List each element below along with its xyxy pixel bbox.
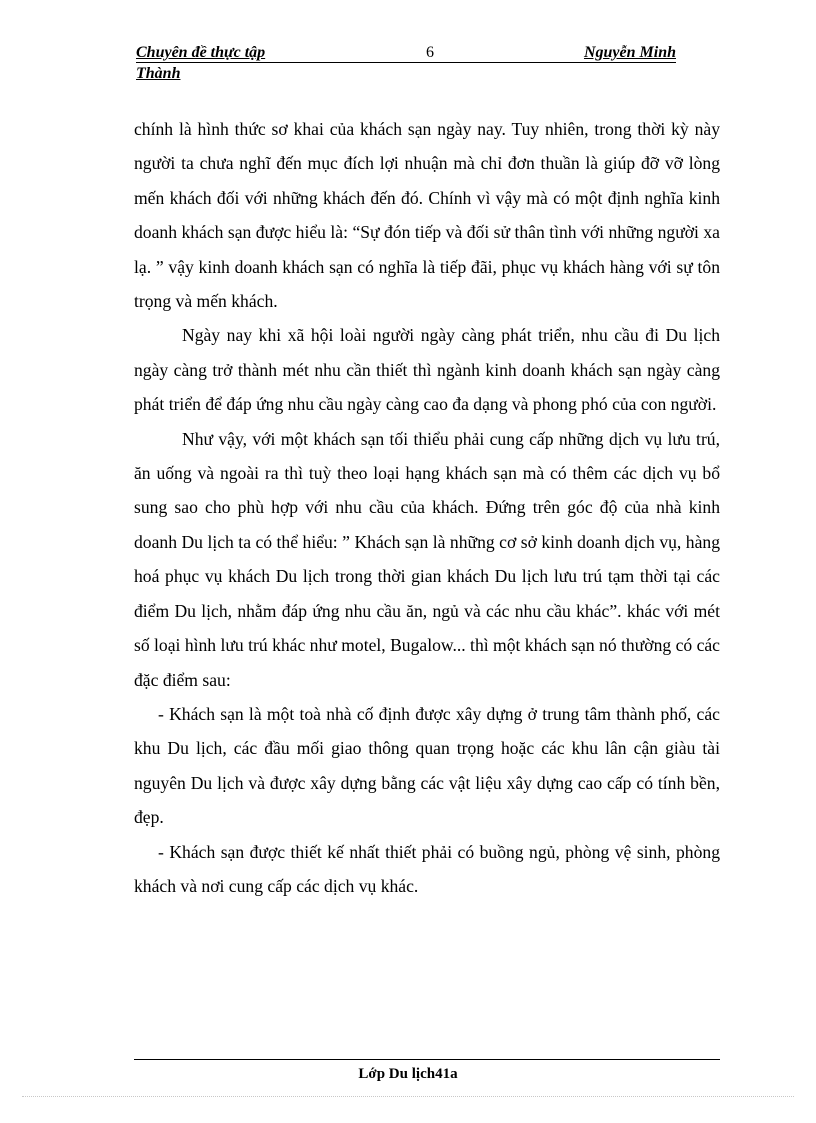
footer-class-label: Lớp Du lịch41a: [358, 1066, 458, 1082]
page-bottom-edge: [22, 1096, 794, 1097]
document-body: [134, 112, 720, 903]
bullet-item-2: - Khách sạn được thiết kế nhất thiết phải có buồng ngủ, phòng vệ sinh, phòng khách và nơi cung cấp các dịch vụ khác.: [134, 841, 720, 896]
header-author-continued: Thành: [136, 65, 181, 82]
paragraph-3: Như vậy, với một khách sạn tối thiểu phải cung cấp những dịch vụ lưu trú, ăn uống và ngoài ra thì tuỳ theo loại hạng khách sạn mà có thêm các dịch vụ bổ sung sao cho phù hợp với nhu cầu của khách. Đứng trên góc độ của nhà kinh doanh Du lịch ta có thể hiểu: ” Khách sạn là những cơ sở kinh doanh dịch vụ, hàng hoá phục vụ khách Du lịch trong thời gian khách Du lịch lưu trú tạm thời tại các điểm Du lịch, nhằm đáp ứng nhu cầu ăn, ngủ và các nhu cầu khác”. khác với mét số loại hình lưu trú khác như motel, Bugalow... thì một khách sạn nó thường có các đặc điểm sau:: [134, 428, 720, 690]
page-number: 6: [426, 44, 434, 61]
bullet-item-1: - Khách sạn là một toà nhà cố định được xây dựng ở trung tâm thành phố, các khu Du lịch, các đầu mối giao thông quan trọng hoặc các khu lân cận giàu tài nguyên Du lịch và được xây dựng bằng các vật liệu xây dựng cao cấp có tính bền, đẹp.: [134, 703, 720, 828]
header-author: Nguyễn Minh: [583, 44, 676, 61]
header-line: [136, 44, 676, 63]
paragraph-1: chính là hình thức sơ khai của khách sạn ngày nay. Tuy nhiên, trong thời kỳ này người ta chưa nghĩ đến mục đích lợi nhuận mà chỉ đơn thuần là giúp đỡ vỡ lòng mến khách đối với những khách đến đó. Chính vì vậy mà có một định nghĩa kinh doanh khách sạn được hiểu là: “Sự đón tiếp và đối sử thân tình với những người xa lạ. ” vậy kinh doanh khách sạn có nghĩa là tiếp đãi, phục vụ khách hàng với sự tôn trọng và mến khách.: [134, 119, 720, 312]
paragraph-2: Ngày nay khi xã hội loài người ngày càng phát triển, nhu cầu đi Du lịch ngày càng trở thành mét nhu cần thiết thì ngành kinh doanh khách sạn ngày càng phát triển để đáp ứng nhu cầu ngày càng cao đa dạng và phong phó của con người.: [134, 325, 720, 415]
header-document-type: Chuyên đề thực tập: [136, 44, 266, 61]
page-header: [136, 44, 676, 83]
footer-divider: [134, 1059, 720, 1060]
